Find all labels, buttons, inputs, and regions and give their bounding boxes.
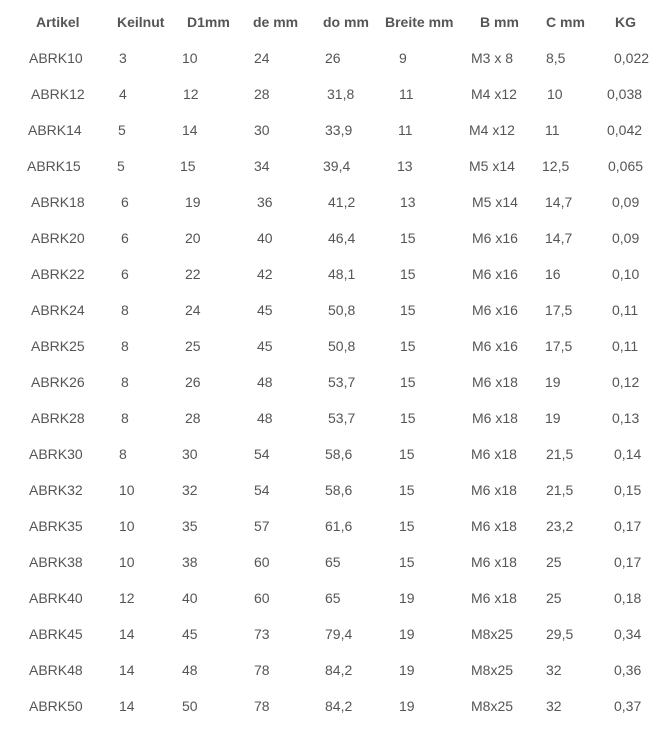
table-cell-artikel: ABRK24 <box>31 302 85 318</box>
table-cell-breite-mm: 11 <box>399 86 414 102</box>
table-cell-artikel: ABRK28 <box>31 410 85 426</box>
table-cell-kg: 0,042 <box>607 122 643 138</box>
table-cell-de-mm: 57 <box>254 518 270 534</box>
table-cell-do-mm: 33,9 <box>325 122 353 138</box>
table-cell-do-mm: 58,6 <box>325 446 353 462</box>
table-cell-breite-mm: 13 <box>397 158 413 174</box>
table-cell-c-mm: 12,5 <box>542 158 570 174</box>
table-cell-keilnut: 10 <box>119 554 135 570</box>
table-cell-de-mm: 34 <box>254 158 270 174</box>
table-cell-keilnut: 14 <box>119 626 135 642</box>
table-cell-c-mm: 14,7 <box>545 230 573 246</box>
table-cell-breite-mm: 15 <box>400 410 416 426</box>
table-cell-breite-mm: 15 <box>400 266 416 282</box>
table-cell-d1mm: 22 <box>185 266 201 282</box>
table-cell-keilnut: 5 <box>117 158 125 174</box>
table-cell-kg: 0,18 <box>614 590 642 606</box>
table-cell-artikel: ABRK40 <box>29 590 83 606</box>
table-cell-de-mm: 24 <box>254 50 270 66</box>
table-cell-d1mm: 45 <box>182 626 198 642</box>
table-cell-artikel: ABRK35 <box>29 518 83 534</box>
table-row <box>0 582 672 618</box>
table-cell-c-mm: 19 <box>545 410 561 426</box>
table-cell-d1mm: 32 <box>182 482 198 498</box>
table-cell-breite-mm: 19 <box>399 662 415 678</box>
table-cell-d1mm: 12 <box>183 86 199 102</box>
table-cell-kg: 0,15 <box>614 482 642 498</box>
table-cell-de-mm: 73 <box>254 626 270 642</box>
table-cell-kg: 0,038 <box>607 86 643 102</box>
table-cell-b-mm: M6 x18 <box>471 590 517 606</box>
table-cell-artikel: ABRK20 <box>31 230 85 246</box>
table-row <box>0 690 672 726</box>
table-cell-d1mm: 30 <box>182 446 198 462</box>
table-cell-keilnut: 14 <box>119 698 135 714</box>
table-cell-artikel: ABRK32 <box>29 482 83 498</box>
table-cell-do-mm: 58,6 <box>325 482 353 498</box>
table-cell-kg: 0,14 <box>614 446 642 462</box>
table-cell-c-mm: 32 <box>546 662 562 678</box>
table-cell-de-mm: 45 <box>257 302 273 318</box>
header-d1mm: D1mm <box>187 14 230 30</box>
table-cell-de-mm: 48 <box>257 410 273 426</box>
table-cell-b-mm: M4 x12 <box>469 122 515 138</box>
table-cell-de-mm: 48 <box>257 374 273 390</box>
table-cell-breite-mm: 15 <box>399 518 415 534</box>
table-cell-breite-mm: 9 <box>399 50 407 66</box>
header-keilnut: Keilnut <box>117 14 165 30</box>
table-cell-do-mm: 46,4 <box>328 230 356 246</box>
table-cell-do-mm: 65 <box>325 590 341 606</box>
table-cell-breite-mm: 13 <box>400 194 416 210</box>
table-cell-d1mm: 24 <box>185 302 201 318</box>
table-cell-breite-mm: 15 <box>400 338 416 354</box>
table-cell-c-mm: 17,5 <box>545 302 573 318</box>
table-cell-de-mm: 42 <box>257 266 273 282</box>
table-row <box>0 618 672 654</box>
table-cell-b-mm: M6 x18 <box>471 518 517 534</box>
table-cell-de-mm: 78 <box>254 662 270 678</box>
table-cell-b-mm: M6 x18 <box>472 410 518 426</box>
table-cell-keilnut: 10 <box>119 518 135 534</box>
table-cell-kg: 0,13 <box>612 410 640 426</box>
table-cell-c-mm: 19 <box>545 374 561 390</box>
table-cell-artikel: ABRK48 <box>29 662 83 678</box>
header-b-mm: B mm <box>480 14 519 30</box>
table-cell-artikel: ABRK14 <box>28 122 82 138</box>
table-cell-b-mm: M6 x18 <box>471 554 517 570</box>
table-row <box>0 546 672 582</box>
table-row <box>0 510 672 546</box>
table-cell-artikel: ABRK22 <box>31 266 85 282</box>
table-cell-artikel: ABRK10 <box>29 50 83 66</box>
table-cell-d1mm: 20 <box>185 230 201 246</box>
table-cell-c-mm: 10 <box>547 86 563 102</box>
table-cell-artikel: ABRK15 <box>27 158 81 174</box>
header-c-mm: C mm <box>546 14 585 30</box>
table-cell-b-mm: M6 x18 <box>471 482 517 498</box>
table-row <box>0 150 672 186</box>
table-cell-breite-mm: 19 <box>399 626 415 642</box>
table-cell-b-mm: M8x25 <box>471 698 514 714</box>
table-cell-artikel: ABRK25 <box>31 338 85 354</box>
table-cell-do-mm: 79,4 <box>325 626 353 642</box>
table-cell-do-mm: 50,8 <box>328 302 356 318</box>
table-row <box>0 330 672 366</box>
table-cell-de-mm: 30 <box>254 122 270 138</box>
table-cell-do-mm: 84,2 <box>325 662 353 678</box>
header-artikel: Artikel <box>36 14 80 30</box>
table-cell-kg: 0,10 <box>612 266 640 282</box>
table-cell-c-mm: 16 <box>545 266 561 282</box>
table-cell-de-mm: 54 <box>254 446 270 462</box>
table-cell-keilnut: 6 <box>121 194 129 210</box>
table-cell-de-mm: 28 <box>254 86 270 102</box>
table-cell-keilnut: 5 <box>118 122 126 138</box>
table-body <box>0 42 672 726</box>
table-row <box>0 78 672 114</box>
table-cell-kg: 0,12 <box>612 374 640 390</box>
table-cell-artikel: ABRK18 <box>31 194 85 210</box>
table-cell-kg: 0,17 <box>614 554 642 570</box>
table-row <box>0 42 672 78</box>
table-cell-de-mm: 36 <box>257 194 273 210</box>
table-cell-de-mm: 45 <box>257 338 273 354</box>
header-do-mm: do mm <box>323 14 369 30</box>
table-cell-d1mm: 19 <box>185 194 201 210</box>
table-cell-keilnut: 4 <box>119 86 127 102</box>
table-cell-kg: 0,065 <box>608 158 644 174</box>
table-cell-c-mm: 11 <box>545 122 560 138</box>
table-cell-kg: 0,022 <box>614 50 650 66</box>
table-row <box>0 294 672 330</box>
table-cell-artikel: ABRK50 <box>29 698 83 714</box>
table-cell-b-mm: M6 x16 <box>472 266 518 282</box>
table-cell-b-mm: M6 x18 <box>472 374 518 390</box>
table-cell-c-mm: 17,5 <box>545 338 573 354</box>
table-cell-breite-mm: 19 <box>399 590 415 606</box>
table-cell-b-mm: M3 x 8 <box>471 50 514 66</box>
table-cell-de-mm: 78 <box>254 698 270 714</box>
table-row <box>0 258 672 294</box>
table-cell-c-mm: 8,5 <box>546 50 566 66</box>
header-kg: KG <box>615 14 636 30</box>
table-cell-breite-mm: 11 <box>398 122 413 138</box>
table-cell-d1mm: 25 <box>185 338 201 354</box>
table-cell-artikel: ABRK12 <box>31 86 85 102</box>
table-cell-d1mm: 10 <box>182 50 198 66</box>
table-row <box>0 474 672 510</box>
table-cell-do-mm: 53,7 <box>328 374 356 390</box>
table-cell-breite-mm: 15 <box>399 554 415 570</box>
table-cell-d1mm: 50 <box>182 698 198 714</box>
table-row <box>0 654 672 690</box>
table-cell-keilnut: 8 <box>121 302 129 318</box>
table-cell-breite-mm: 15 <box>399 482 415 498</box>
table-cell-d1mm: 40 <box>182 590 198 606</box>
table-cell-keilnut: 14 <box>119 662 135 678</box>
table-cell-do-mm: 31,8 <box>327 86 355 102</box>
table-cell-do-mm: 65 <box>325 554 341 570</box>
table-cell-do-mm: 53,7 <box>328 410 356 426</box>
table-cell-c-mm: 21,5 <box>546 482 574 498</box>
table-cell-c-mm: 29,5 <box>546 626 574 642</box>
table-cell-c-mm: 14,7 <box>545 194 573 210</box>
table-cell-d1mm: 48 <box>182 662 198 678</box>
table-cell-do-mm: 39,4 <box>323 158 351 174</box>
table-cell-kg: 0,17 <box>614 518 642 534</box>
table-cell-b-mm: M6 x16 <box>472 230 518 246</box>
table-cell-keilnut: 8 <box>121 410 129 426</box>
table-row <box>0 438 672 474</box>
table-cell-de-mm: 54 <box>254 482 270 498</box>
table-cell-b-mm: M5 x14 <box>472 194 518 210</box>
table-cell-keilnut: 6 <box>121 230 129 246</box>
table-cell-keilnut: 12 <box>119 590 135 606</box>
table-cell-do-mm: 50,8 <box>328 338 356 354</box>
table-cell-breite-mm: 15 <box>399 446 415 462</box>
table-cell-artikel: ABRK38 <box>29 554 83 570</box>
table-cell-keilnut: 6 <box>121 266 129 282</box>
table-cell-c-mm: 23,2 <box>546 518 574 534</box>
header-breite-mm: Breite mm <box>385 14 454 30</box>
table-row <box>0 186 672 222</box>
table-cell-do-mm: 41,2 <box>328 194 356 210</box>
table-cell-do-mm: 84,2 <box>325 698 353 714</box>
table-cell-b-mm: M6 x16 <box>472 302 518 318</box>
table-cell-kg: 0,11 <box>612 338 639 354</box>
table-cell-d1mm: 15 <box>180 158 196 174</box>
table-cell-keilnut: 8 <box>121 374 129 390</box>
table-cell-breite-mm: 15 <box>400 374 416 390</box>
table-cell-b-mm: M5 x14 <box>469 158 515 174</box>
table-cell-do-mm: 61,6 <box>325 518 353 534</box>
table-cell-kg: 0,34 <box>614 626 642 642</box>
table-cell-do-mm: 26 <box>325 50 341 66</box>
table-cell-c-mm: 25 <box>546 590 562 606</box>
table-cell-breite-mm: 15 <box>400 302 416 318</box>
table-cell-kg: 0,37 <box>614 698 642 714</box>
table-cell-d1mm: 14 <box>182 122 198 138</box>
table-cell-keilnut: 8 <box>121 338 129 354</box>
table-cell-b-mm: M8x25 <box>471 626 514 642</box>
table-cell-keilnut: 10 <box>119 482 135 498</box>
table-cell-c-mm: 25 <box>546 554 562 570</box>
table-header-row <box>0 0 672 42</box>
table-row <box>0 402 672 438</box>
table-cell-keilnut: 8 <box>119 446 127 462</box>
table-row <box>0 222 672 258</box>
table-cell-de-mm: 40 <box>257 230 273 246</box>
table-cell-kg: 0,09 <box>612 230 640 246</box>
table-cell-d1mm: 35 <box>182 518 198 534</box>
table-cell-artikel: ABRK26 <box>31 374 85 390</box>
table-cell-de-mm: 60 <box>254 554 270 570</box>
table-cell-d1mm: 26 <box>185 374 201 390</box>
table-row <box>0 366 672 402</box>
table-cell-breite-mm: 15 <box>400 230 416 246</box>
header-de-mm: de mm <box>253 14 299 30</box>
table-cell-d1mm: 38 <box>182 554 198 570</box>
table-row <box>0 114 672 150</box>
table-cell-b-mm: M6 x18 <box>471 446 517 462</box>
table-cell-artikel: ABRK30 <box>29 446 83 462</box>
table-cell-keilnut: 3 <box>119 50 127 66</box>
table-cell-kg: 0,36 <box>614 662 642 678</box>
table-cell-c-mm: 21,5 <box>546 446 574 462</box>
table-cell-do-mm: 48,1 <box>328 266 356 282</box>
table-cell-b-mm: M4 x12 <box>471 86 517 102</box>
table-cell-de-mm: 60 <box>254 590 270 606</box>
table-cell-kg: 0,11 <box>612 302 639 318</box>
table-cell-breite-mm: 19 <box>399 698 415 714</box>
table-cell-b-mm: M8x25 <box>471 662 514 678</box>
table-cell-b-mm: M6 x16 <box>472 338 518 354</box>
table-cell-d1mm: 28 <box>185 410 201 426</box>
table-cell-c-mm: 32 <box>546 698 562 714</box>
table-cell-kg: 0,09 <box>612 194 640 210</box>
table-cell-artikel: ABRK45 <box>29 626 83 642</box>
